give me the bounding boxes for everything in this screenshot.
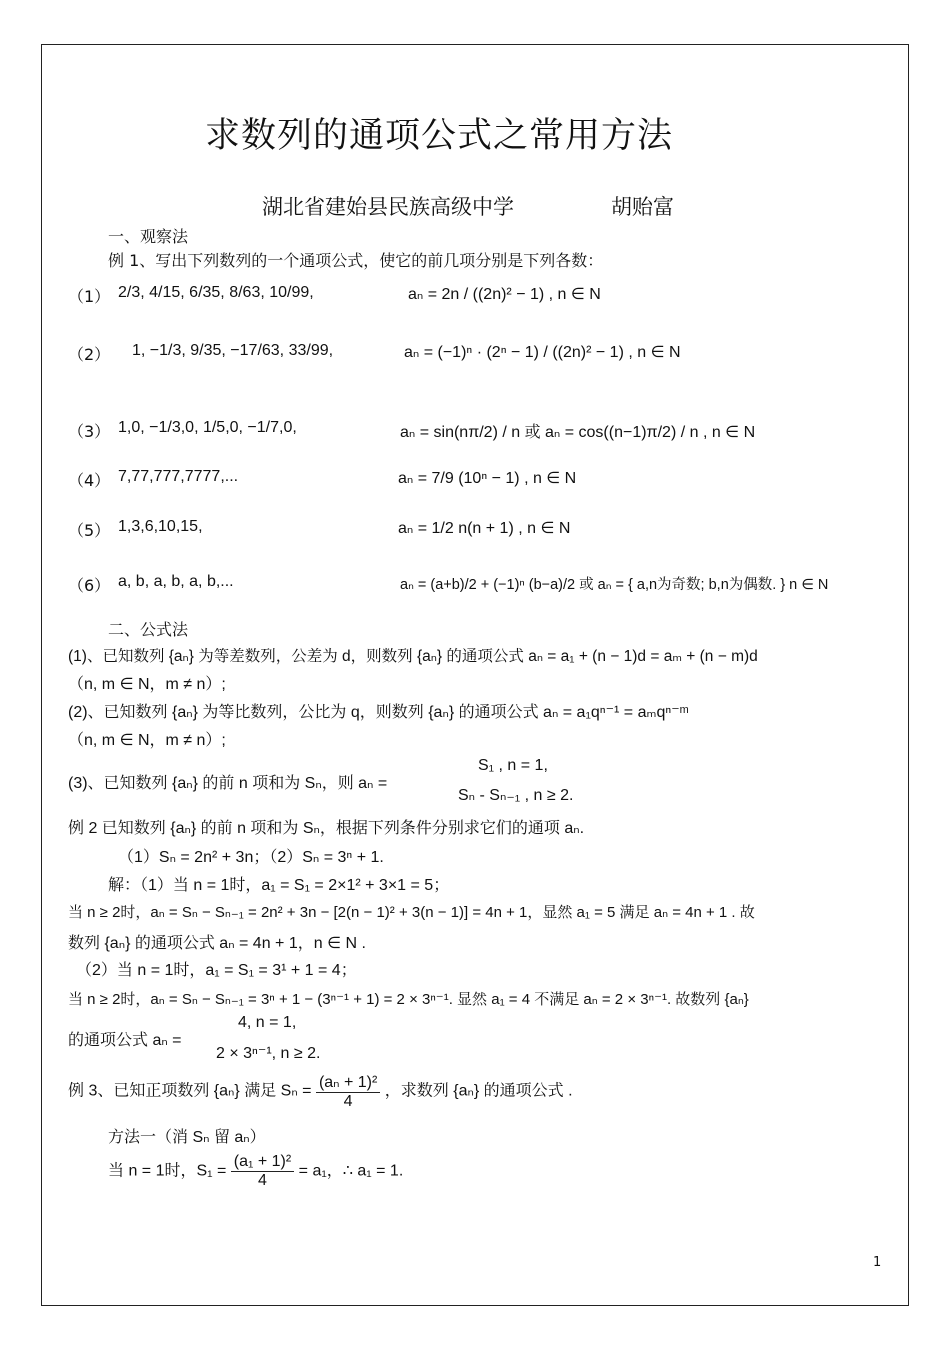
method-1-line xyxy=(108,1153,403,1190)
formula-geometric-condition: （n, m ∈ N，m ≠ n）; xyxy=(68,732,226,749)
example-3-text-a: 例 3、已知正项数列 {aₙ} 满足 Sₙ = xyxy=(68,1082,312,1100)
item-5-formula: aₙ = 1/2 n(n + 1) , n ∈ N xyxy=(398,520,571,537)
method-1-denominator: 4 xyxy=(258,1172,267,1189)
method-1-text-b: = a₁，∴ a₁ = 1. xyxy=(298,1162,404,1180)
item-3-sequence: 1,0, −1/3,0, 1/5,0, −1/7,0, xyxy=(118,419,297,436)
item-4-label: （4） xyxy=(68,471,111,490)
solution-line-6: 的通项公式 aₙ = xyxy=(68,1032,182,1049)
solution-line-5: 当 n ≥ 2时，aₙ = Sₙ − Sₙ₋₁ = 3ⁿ + 1 − (3ⁿ⁻¹ + 1) = 2 × 3ⁿ⁻¹. 显然 a₁ = 4 不满足 aₙ = 2 × 3ⁿ⁻¹. 故数列 {aₙ} xyxy=(68,991,749,1008)
item-6-formula: aₙ = (a+b)/2 + (−1)ⁿ (b−a)/2 或 aₙ = { a,n为奇数; b,n为偶数. } n ∈ N xyxy=(400,577,829,593)
example-3-numerator: (aₙ + 1)² xyxy=(316,1072,380,1093)
item-2-formula: aₙ = (−1)ⁿ · (2ⁿ − 1) / ((2n)² − 1) , n ∈ N xyxy=(404,344,681,361)
solution-line-1: 解：（1）当 n = 1时，a₁ = S₁ = 2×1² + 3×1 = 5； xyxy=(108,877,450,894)
item-6-label: （6） xyxy=(68,576,111,595)
formula-arithmetic: (1)、已知数列 {aₙ} 为等差数列，公差为 d，则数列 {aₙ} 的通项公式 aₙ = a₁ + (n − 1)d = aₘ + (n − m)d xyxy=(68,648,758,665)
item-4-formula: aₙ = 7/9 (10ⁿ − 1) , n ∈ N xyxy=(398,470,577,487)
formula-partial-sum-case-2: Sₙ - Sₙ₋₁ , n ≥ 2. xyxy=(458,787,574,804)
author-name: 胡贻富 xyxy=(611,195,674,219)
author-school: 湖北省建始县民族高级中学 xyxy=(262,195,514,219)
method-1-fraction xyxy=(231,1153,294,1190)
section-1-heading: 一、观察法 xyxy=(108,227,189,246)
example-3-text-b: ，求数列 {aₙ} 的通项公式 . xyxy=(384,1082,573,1100)
solution-case-2: 2 × 3ⁿ⁻¹, n ≥ 2. xyxy=(216,1045,321,1062)
formula-arithmetic-condition: （n, m ∈ N，m ≠ n）; xyxy=(68,676,226,693)
example-3-denominator: 4 xyxy=(343,1093,353,1110)
page-number: 1 xyxy=(873,1255,882,1270)
formula-partial-sum: (3)、已知数列 {aₙ} 的前 n 项和为 Sₙ，则 aₙ = xyxy=(68,775,388,792)
item-3-label: （3） xyxy=(68,422,111,441)
formula-partial-sum-case-1: S₁ , n = 1, xyxy=(478,757,548,774)
example-3-fraction xyxy=(316,1072,380,1111)
solution-line-4: （2）当 n = 1时，a₁ = S₁ = 3¹ + 1 = 4； xyxy=(76,962,357,979)
item-2-label: （2） xyxy=(68,345,111,364)
example-2-questions: （1）Sₙ = 2n² + 3n；（2）Sₙ = 3ⁿ + 1. xyxy=(118,849,384,866)
item-1-formula: aₙ = 2n / ((2n)² − 1) , n ∈ N xyxy=(408,286,601,303)
item-1-sequence: 2/3, 4/15, 6/35, 8/63, 10/99, xyxy=(118,284,314,301)
item-4-sequence: 7,77,777,7777,... xyxy=(118,468,239,485)
method-1-text-a: 当 n = 1时，S₁ = xyxy=(108,1162,227,1180)
solution-line-2: 当 n ≥ 2时，aₙ = Sₙ − Sₙ₋₁ = 2n² + 3n − [2(n − 1)² + 3(n − 1)] = 4n + 1，显然 a₁ = 5 满足 aₙ = 4n + 1 . 故 xyxy=(68,904,755,921)
item-1-label: （1） xyxy=(68,287,111,306)
solution-case-1: 4, n = 1, xyxy=(238,1014,297,1031)
page-title: 求数列的通项公式之常用方法 xyxy=(205,116,674,156)
formula-geometric: (2)、已知数列 {aₙ} 为等比数列，公比为 q，则数列 {aₙ} 的通项公式 aₙ = a₁qⁿ⁻¹ = aₘqⁿ⁻ᵐ xyxy=(68,704,689,721)
item-3-formula: aₙ = sin(nπ/2) / n 或 aₙ = cos((n−1)π/2) / n , n ∈ N xyxy=(400,424,756,441)
example-3-prompt xyxy=(68,1072,573,1111)
method-1-heading: 方法一（消 Sₙ 留 aₙ） xyxy=(108,1129,266,1146)
solution-line-3: 数列 {aₙ} 的通项公式 aₙ = 4n + 1，n ∈ N . xyxy=(68,935,366,952)
item-5-label: （5） xyxy=(68,521,111,540)
example-1-prompt: 例 1、写出下列数列的一个通项公式，使它的前几项分别是下列各数： xyxy=(108,251,604,270)
method-1-numerator: (a₁ + 1)² xyxy=(231,1153,294,1172)
item-2-sequence: 1, −1/3, 9/35, −17/63, 33/99, xyxy=(132,342,334,359)
item-6-sequence: a, b, a, b, a, b,... xyxy=(118,573,234,590)
item-5-sequence: 1,3,6,10,15, xyxy=(118,518,203,535)
section-2-heading: 二、公式法 xyxy=(108,620,189,639)
example-2-prompt: 例 2 已知数列 {aₙ} 的前 n 项和为 Sₙ，根据下列条件分别求它们的通项 aₙ. xyxy=(68,820,585,837)
